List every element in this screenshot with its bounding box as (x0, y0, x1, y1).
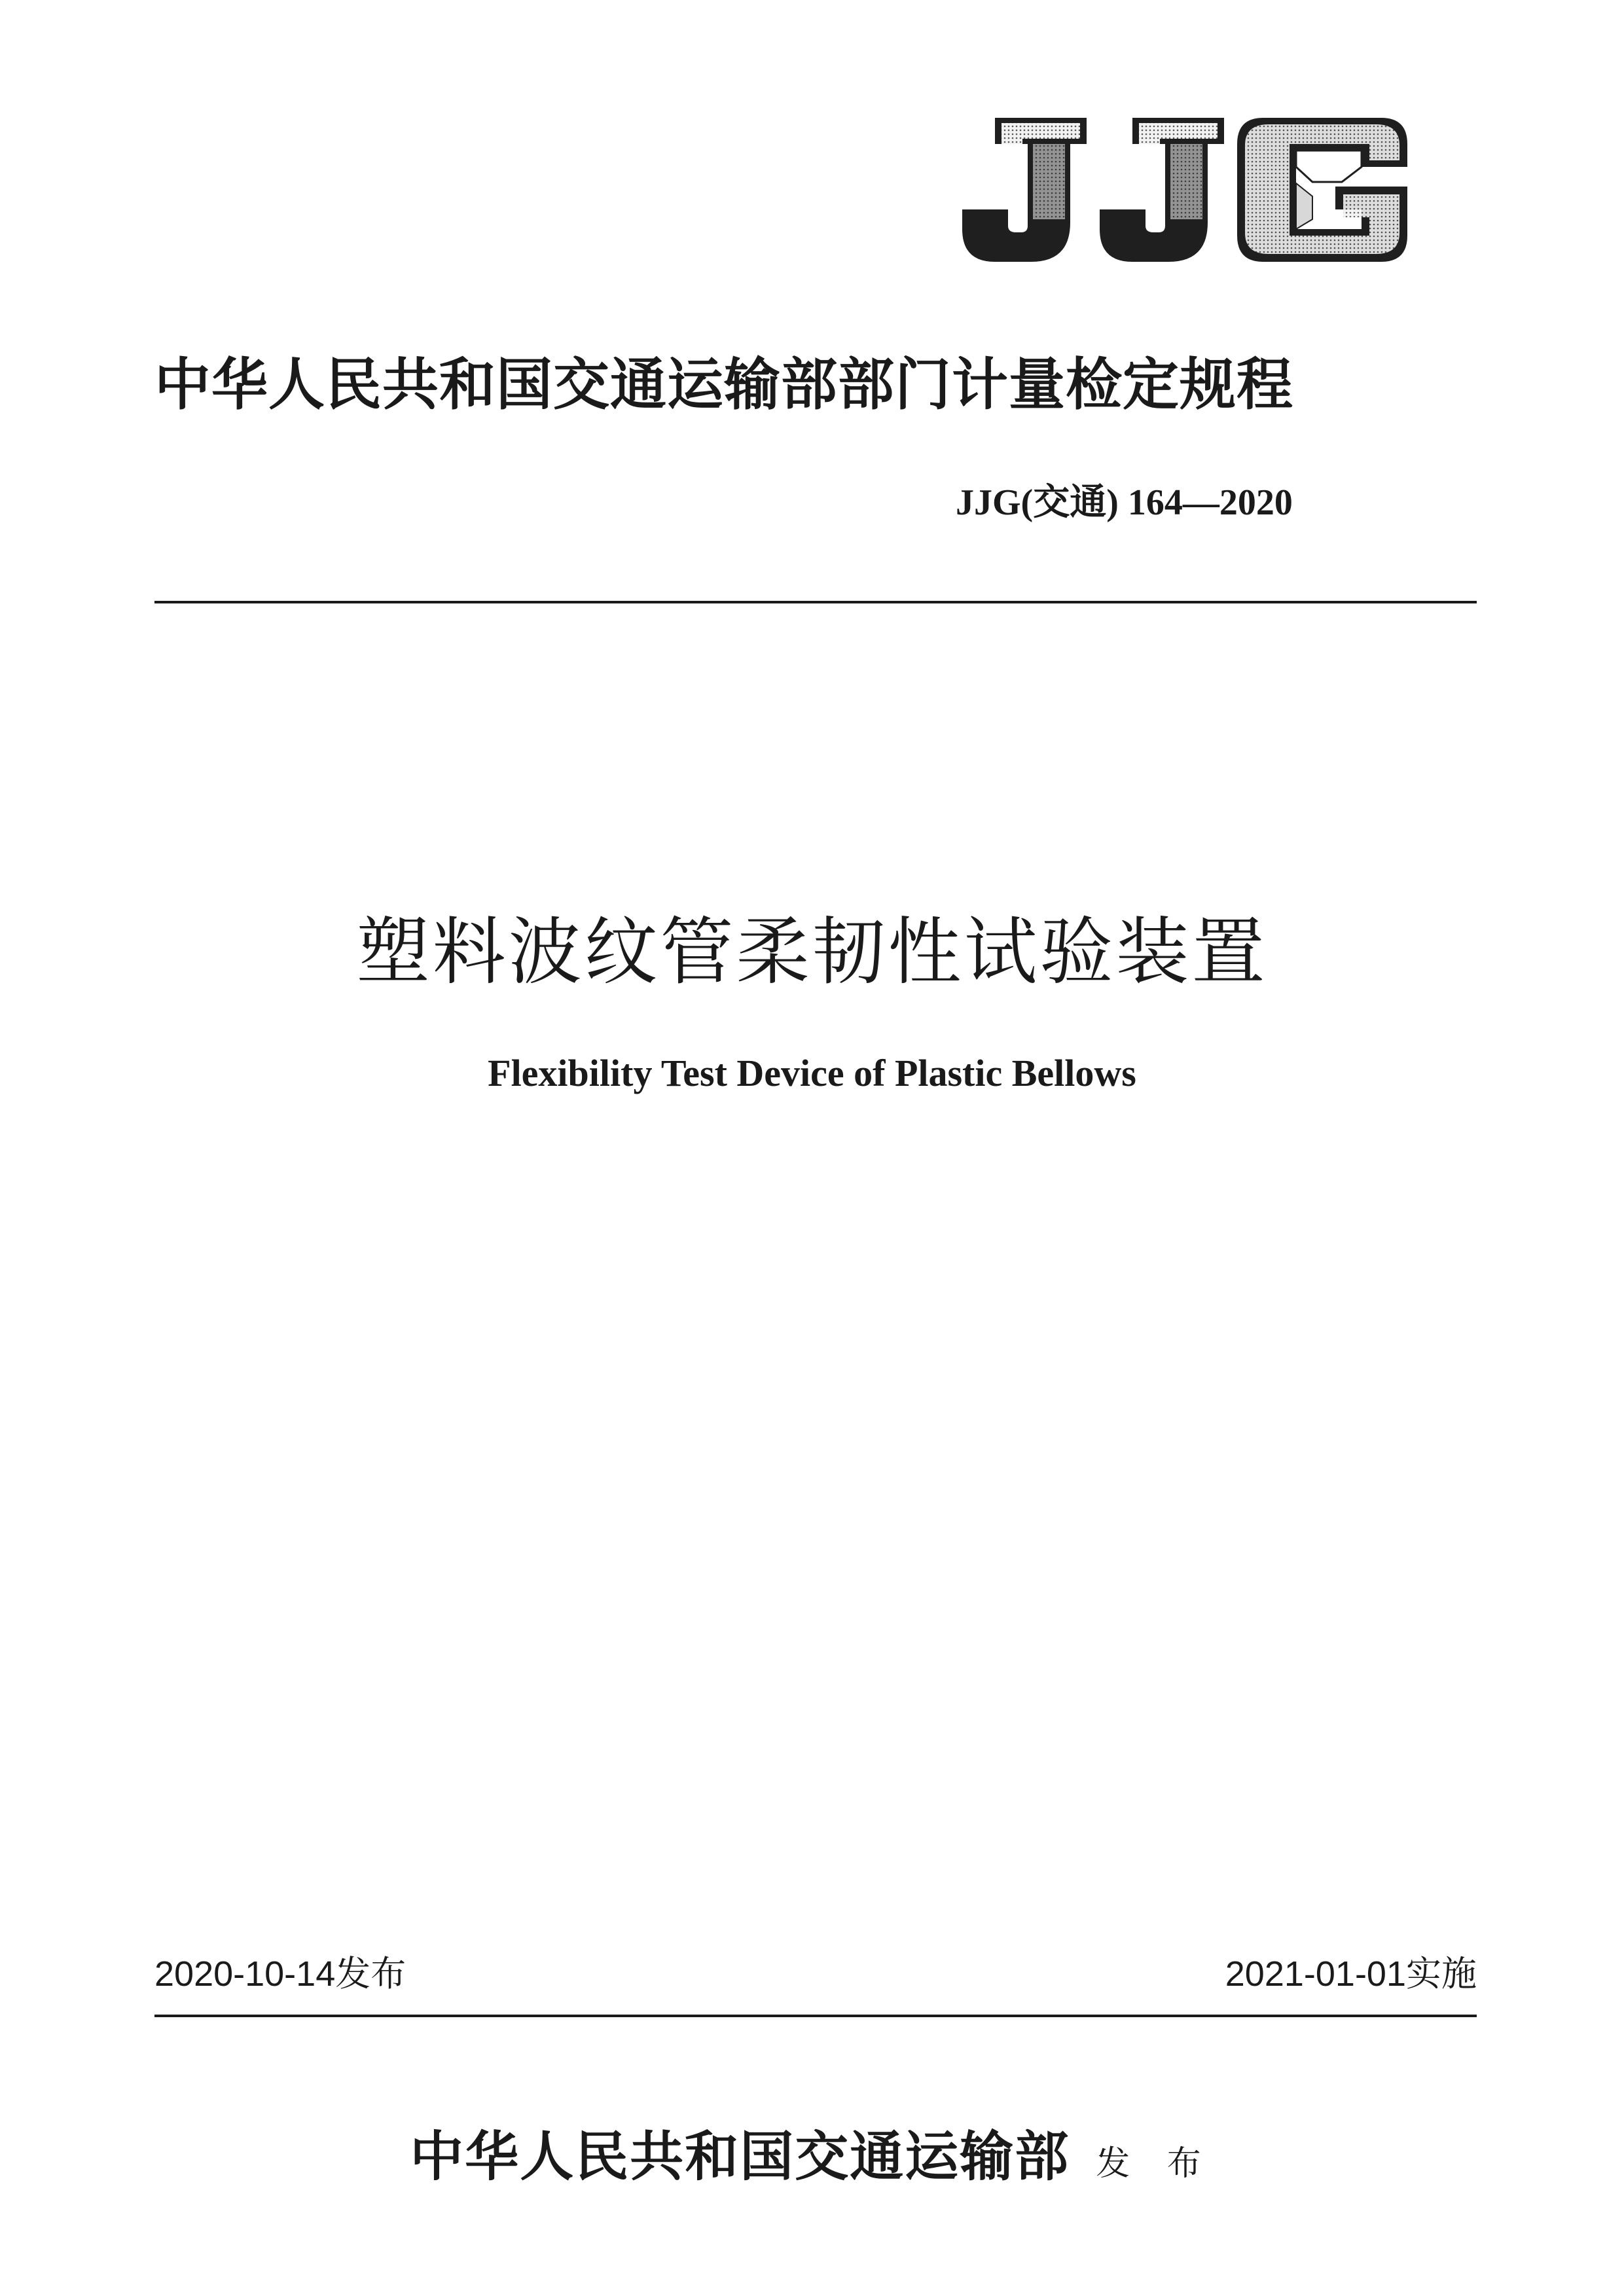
jjg-logo (956, 105, 1414, 275)
logo-letter-j2 (1100, 118, 1224, 262)
issue-date: 2020-10-14发布 (154, 1954, 406, 1994)
publish-label: 发 布 (1096, 2144, 1214, 2183)
document-title-en: Flexibility Test Device of Plastic Bellows (488, 1052, 1136, 1094)
document-title-cn: 塑料波纹管柔韧性试验装置 (356, 910, 1268, 995)
department-title: 中华人民共和国交通运输部部门计量检定规程 (154, 351, 1293, 418)
logo-letter-j1 (962, 118, 1087, 262)
bottom-divider (154, 2015, 1477, 2017)
effective-date: 2021-01-01实施 (1225, 1954, 1477, 1994)
logo-letter-g (1237, 118, 1407, 262)
publisher-line (0, 2121, 1624, 2200)
top-divider (154, 601, 1477, 603)
standard-code: JJG(交通) 164—2020 (956, 482, 1293, 523)
publisher-name: 中华人民共和国交通运输部 (410, 2125, 1070, 2188)
